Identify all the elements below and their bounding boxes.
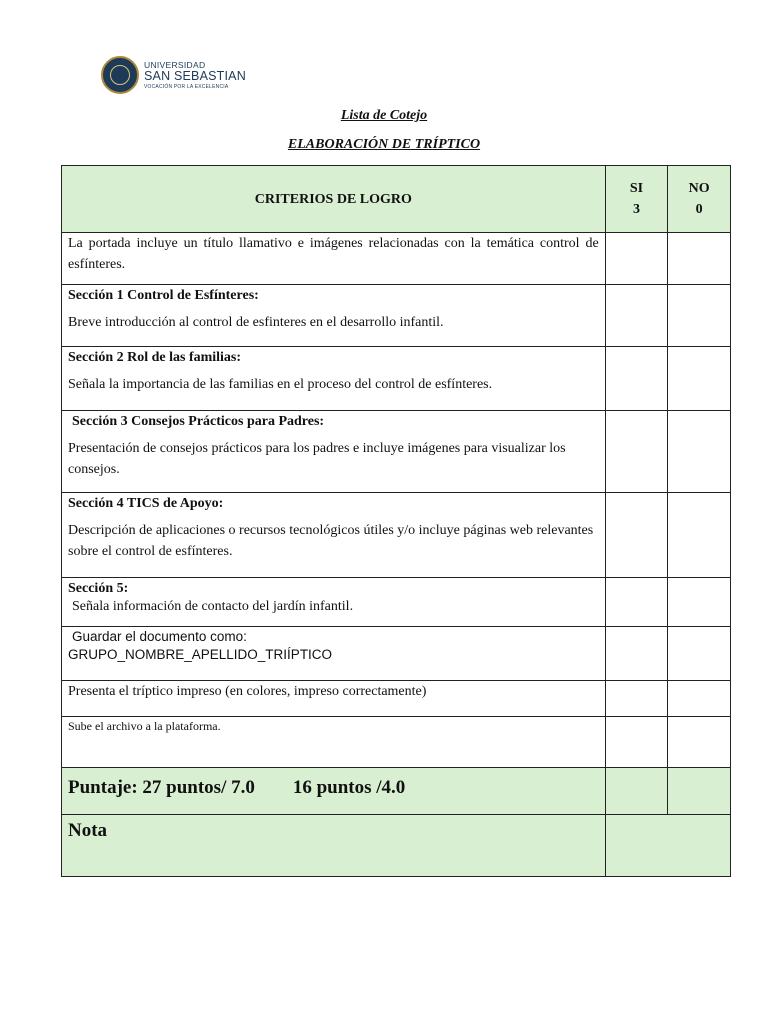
table-row xyxy=(62,493,731,578)
score-cell xyxy=(62,768,606,815)
si-checkbox-cell[interactable] xyxy=(605,347,668,411)
table-header-row xyxy=(62,166,731,233)
no-checkbox-cell[interactable] xyxy=(668,717,731,768)
no-checkbox-cell[interactable] xyxy=(668,411,731,493)
university-seal-icon xyxy=(101,56,139,94)
si-checkbox-cell[interactable] xyxy=(605,681,668,717)
si-label: SI xyxy=(629,181,644,196)
document-title: Lista de Cotejo xyxy=(340,108,428,123)
section-heading: Sección 3 Consejos Prácticos para Padres: xyxy=(72,414,325,429)
score-no-cell xyxy=(668,768,731,815)
no-checkbox-cell[interactable] xyxy=(668,285,731,347)
criterion-text: Señala la importancia de las familias en el proceso del control de esfínteres. xyxy=(68,377,493,392)
section-heading: Sección 2 Rol de las familias: xyxy=(68,350,242,365)
si-checkbox-cell[interactable] xyxy=(605,285,668,347)
logo-line-1: UNIVERSIDAD xyxy=(144,59,206,70)
table-row xyxy=(62,627,731,681)
si-header xyxy=(605,166,668,233)
si-checkbox-cell[interactable] xyxy=(605,493,668,578)
si-checkbox-cell[interactable] xyxy=(605,233,668,285)
no-checkbox-cell[interactable] xyxy=(668,233,731,285)
criterion-text: Presentación de consejos prácticos para los padres e incluye imágenes para visualizar los consejos. xyxy=(68,441,566,477)
table-row xyxy=(62,285,731,347)
document-subtitle: ELABORACIÓN DE TRÍPTICO xyxy=(287,137,481,152)
criterion-text: Descripción de aplicaciones o recursos tecnológicos útiles y/o incluye páginas web relevantes sobre el control de esfínteres. xyxy=(68,523,594,559)
no-checkbox-cell[interactable] xyxy=(668,627,731,681)
filename-format: GRUPO_NOMBRE_APELLIDO_TRIÍPTICO xyxy=(68,647,333,663)
logo-line-2: SAN SEBASTIAN xyxy=(144,69,246,83)
table-row xyxy=(62,681,731,717)
criterion-cell xyxy=(62,411,606,493)
criterion-cell xyxy=(62,578,606,627)
no-score: 0 xyxy=(695,202,703,217)
si-checkbox-cell[interactable] xyxy=(605,578,668,627)
section-heading: Sección 4 TICS de Apoyo: xyxy=(68,496,224,511)
criterion-cell xyxy=(62,493,606,578)
logo-line-3: VOCACIÓN POR LA EXCELENCIA xyxy=(144,83,229,90)
criterion-cell xyxy=(62,285,606,347)
no-checkbox-cell[interactable] xyxy=(668,681,731,717)
criteria-header xyxy=(62,166,606,233)
no-checkbox-cell[interactable] xyxy=(668,493,731,578)
criterion-text: Sube el archivo a la plataforma. xyxy=(68,719,221,733)
no-header xyxy=(668,166,731,233)
criterion-text: Presenta el tríptico impreso (en colores, impreso correctamente) xyxy=(68,684,427,699)
no-checkbox-cell[interactable] xyxy=(668,578,731,627)
university-logo xyxy=(101,56,246,94)
criterion-cell xyxy=(62,233,606,285)
section-heading: Sección 5: xyxy=(68,581,129,596)
grade-value-cell[interactable] xyxy=(605,815,730,877)
no-label: NO xyxy=(688,181,710,196)
score-si-cell xyxy=(605,768,668,815)
si-score: 3 xyxy=(633,202,640,217)
grade-label-cell xyxy=(62,815,606,877)
si-checkbox-cell[interactable] xyxy=(605,411,668,493)
table-row xyxy=(62,233,731,285)
no-checkbox-cell[interactable] xyxy=(668,347,731,411)
score-text: Puntaje: 27 puntos/ 7.0 16 puntos /4.0 xyxy=(68,776,406,798)
grade-row xyxy=(62,815,731,877)
criterion-text: La portada incluye un título llamativo e imágenes relacionadas con la temática control de esfínteres. xyxy=(68,236,599,272)
criterion-text: Breve introducción al control de esfinteres en el desarrollo infantil. xyxy=(68,315,444,330)
criterion-text: Guardar el documento como: xyxy=(72,629,247,644)
criterion-cell xyxy=(62,347,606,411)
table-row xyxy=(62,578,731,627)
table-row xyxy=(62,347,731,411)
criteria-header-label: CRITERIOS DE LOGRO xyxy=(254,191,412,207)
si-checkbox-cell[interactable] xyxy=(605,627,668,681)
table-row xyxy=(62,411,731,493)
checklist-table xyxy=(61,165,731,877)
grade-label: Nota xyxy=(68,820,108,841)
criterion-text: Señala información de contacto del jardín infantil. xyxy=(72,598,354,614)
criterion-cell xyxy=(62,717,606,768)
score-row xyxy=(62,768,731,815)
section-heading: Sección 1 Control de Esfínteres: xyxy=(68,288,259,303)
table-row xyxy=(62,717,731,768)
logo-text xyxy=(144,61,246,90)
criterion-cell xyxy=(62,681,606,717)
si-checkbox-cell[interactable] xyxy=(605,717,668,768)
criterion-cell xyxy=(62,627,606,681)
